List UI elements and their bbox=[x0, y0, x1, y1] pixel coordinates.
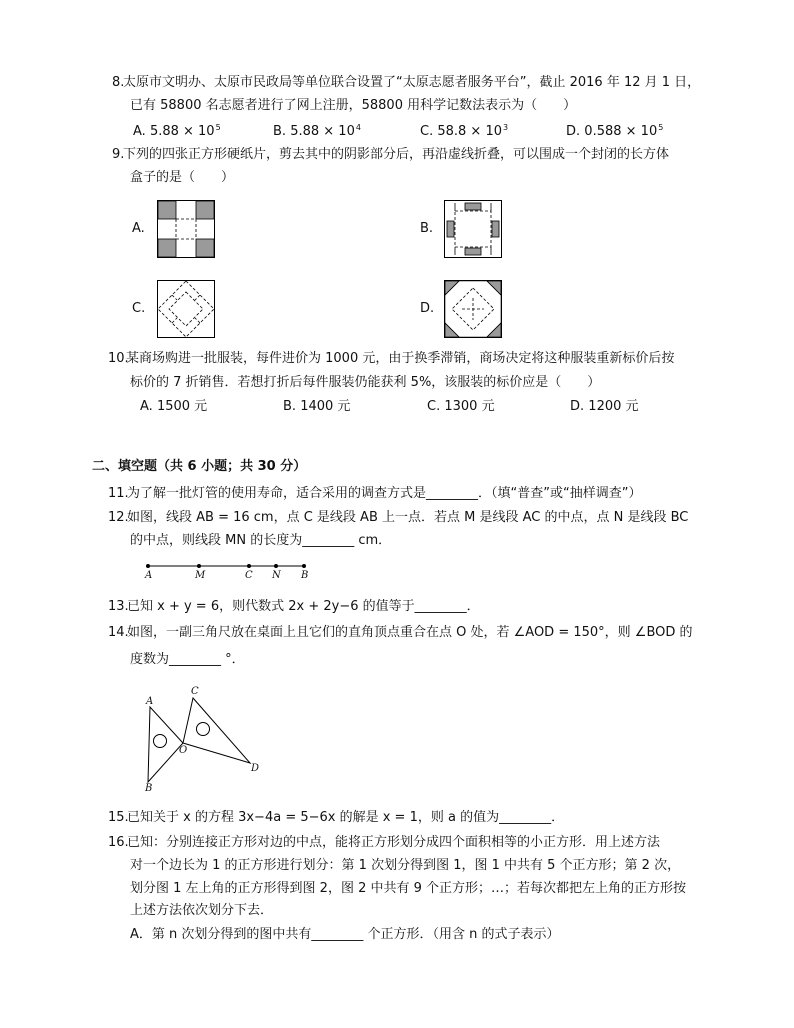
option-label: A. bbox=[133, 124, 146, 139]
option-a-figure bbox=[157, 200, 215, 258]
option-exponent: 5 bbox=[658, 123, 664, 132]
question-text-line: 如图，一副三角尺放在桌面上且它们的直角顶点重合在点 O 处，若 ∠AOD = 150°，则 ∠BOD 的 bbox=[127, 625, 693, 640]
option-label: B. bbox=[283, 399, 297, 414]
question-text-line: 下列的四张正方形硬纸片，剪去其中的阴影部分后，再沿虚线折叠，可以围成一个封闭的长方体 bbox=[123, 147, 670, 162]
point-label-m: M bbox=[195, 570, 206, 581]
option-value: 5.88 × 10 bbox=[290, 124, 355, 139]
segment-figure bbox=[145, 560, 310, 572]
point-label-n: N bbox=[272, 570, 281, 581]
question-text-line: 已知：分别连接正方形对边的中点，能将正方形划分成四个面积相等的小正方形．用上述方法 bbox=[127, 835, 661, 850]
point-a-dot bbox=[146, 564, 150, 568]
option-a bbox=[133, 119, 221, 141]
question-text-line: 对一个边长为 1 的正方形进行划分：第 1 次划分得到图 1，图 1 中共有 5 个正方形；第 2 次， bbox=[130, 858, 681, 873]
option-d bbox=[570, 398, 639, 416]
question-number: 15. bbox=[108, 810, 129, 825]
question-number: 12. bbox=[108, 510, 129, 525]
question-text-line: 度数为________ °． bbox=[130, 652, 245, 667]
question-text-line: 盒子的是（ ） bbox=[130, 170, 235, 185]
option-value: 1200 元 bbox=[588, 399, 639, 414]
question-text-line: 已知 x + y = 6，则代数式 2x + 2y−6 的值等于________． bbox=[127, 599, 480, 614]
sub-question-a: A．第 n 次划分得到的图中共有________ 个正方形．（用含 n 的式子表示） bbox=[130, 927, 560, 942]
option-label: D. bbox=[570, 399, 585, 414]
right-triangle bbox=[183, 698, 250, 763]
point-b-dot bbox=[302, 564, 306, 568]
option-b-figure bbox=[444, 200, 502, 258]
vertex-label-b: B bbox=[145, 783, 153, 794]
option-d bbox=[566, 119, 663, 141]
option-label: C. bbox=[420, 124, 434, 139]
question-text-line: 的中点，则线段 MN 的长度为________ cm． bbox=[130, 533, 392, 548]
option-d-label: D. bbox=[420, 301, 435, 316]
question-text-line: 如图，线段 AB = 16 cm，点 C 是线段 AB 上一点．若点 M 是线段 AC 的中点，点 N 是线段 BC bbox=[127, 510, 689, 525]
question-text-line: 已有 58800 名志愿者进行了网上注册，58800 用科学记数法表示为（ ） bbox=[130, 98, 577, 113]
option-value: 58.8 × 10 bbox=[437, 124, 503, 139]
option-b bbox=[273, 119, 361, 141]
question-text-line: 标价的 7 折销售．若想打折后每件服装仍能获利 5%，该服装的标价应是（ ） bbox=[130, 375, 601, 390]
question-number: 13. bbox=[108, 599, 129, 614]
option-value: 5.88 × 10 bbox=[149, 124, 215, 139]
option-exponent: 3 bbox=[503, 123, 509, 132]
vertex-label-d: D bbox=[251, 763, 260, 774]
point-c-dot bbox=[247, 564, 251, 568]
option-a bbox=[140, 398, 207, 416]
question-text-line: 划分图 1 左上角的正方形得到图 2，图 2 中共有 9 个正方形；…；若每次都把左上角的正方形按 bbox=[130, 881, 687, 896]
point-m-dot bbox=[197, 564, 201, 568]
question-number: 9. bbox=[112, 147, 125, 162]
option-c bbox=[427, 398, 495, 416]
option-d-figure bbox=[444, 280, 502, 338]
option-label: A. bbox=[140, 399, 153, 414]
point-label-a: A bbox=[145, 570, 153, 581]
option-c bbox=[420, 119, 508, 141]
option-b bbox=[283, 398, 350, 416]
option-label: C. bbox=[427, 399, 441, 414]
triangle-rulers-figure bbox=[140, 685, 265, 800]
question-number: 8. bbox=[112, 75, 125, 90]
question-text-line: 某商场购进一批服装，每件进价为 1000 元，由于换季滞销，商场决定将这种服装重新标价后按 bbox=[126, 351, 675, 366]
question-text-line: 已知关于 x 的方程 3x−4a = 5−6x 的解是 x = 1，则 a 的值为________． bbox=[127, 810, 565, 825]
question-number: 10. bbox=[108, 351, 129, 366]
question-text-line: 太原市文明办、太原市民政局等单位联合设置了“太原志愿者服务平台”，截止 2016 年 12 月 1 日， bbox=[123, 75, 701, 90]
option-b-label: B. bbox=[420, 221, 434, 236]
question-text-line: 上述方法依次划分下去． bbox=[130, 903, 274, 918]
section-heading: 二、填空题（共 6 小题；共 30 分） bbox=[92, 459, 307, 474]
option-value: 0.588 × 10 bbox=[584, 124, 658, 139]
option-c-figure bbox=[157, 280, 215, 338]
question-number: 16. bbox=[108, 835, 129, 850]
option-a-label: A. bbox=[132, 221, 145, 236]
point-label-c: C bbox=[245, 570, 253, 581]
option-c-label: C. bbox=[132, 301, 146, 316]
point-label-b: B bbox=[301, 570, 309, 581]
point-n-dot bbox=[274, 564, 278, 568]
option-exponent: 5 bbox=[215, 123, 221, 132]
option-value: 1400 元 bbox=[300, 399, 351, 414]
option-value: 1500 元 bbox=[156, 399, 208, 414]
question-text-line: 为了解一批灯管的使用寿命，适合采用的调查方式是________．（填“普查”或“抽样调查”） bbox=[127, 486, 642, 501]
vertex-label-o: O bbox=[179, 745, 188, 756]
question-number: 14. bbox=[108, 625, 129, 640]
option-label: D. bbox=[566, 124, 581, 139]
option-label: B. bbox=[273, 124, 287, 139]
option-exponent: 4 bbox=[355, 123, 361, 132]
vertex-label-a: A bbox=[146, 696, 154, 707]
question-number: 11. bbox=[108, 486, 129, 501]
vertex-label-c: C bbox=[191, 686, 199, 697]
option-value: 1300 元 bbox=[444, 399, 495, 414]
